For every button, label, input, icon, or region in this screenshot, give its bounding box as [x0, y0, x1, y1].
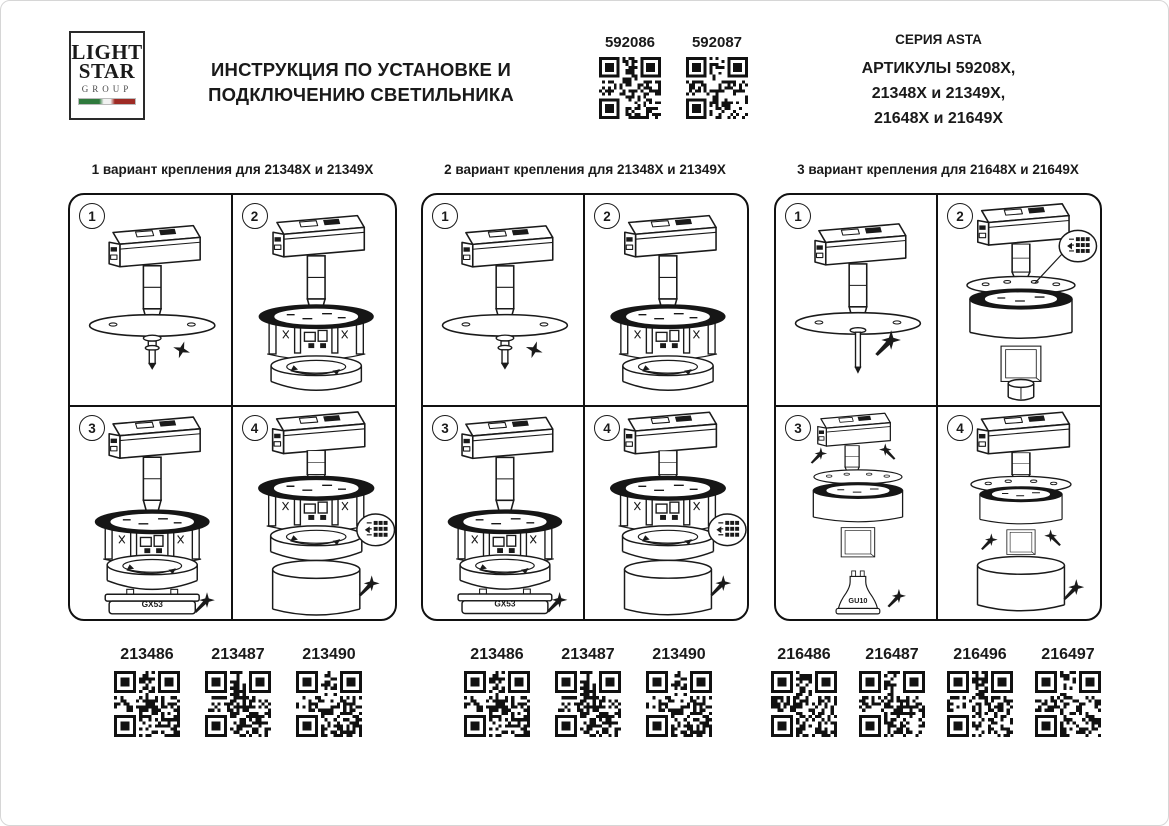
trim-ring-icon	[460, 555, 550, 589]
stem-icon	[496, 266, 514, 320]
step-number-badge: 3	[432, 415, 458, 441]
italian-flag-bar	[78, 98, 136, 105]
lamp-label: GX53	[494, 598, 516, 609]
qr-block-216487	[859, 646, 925, 742]
track-adapter-icon	[815, 224, 906, 265]
track-adapter-icon	[273, 216, 364, 257]
lamp-holder-icon	[1008, 379, 1034, 400]
qr-block-592087	[685, 34, 749, 124]
panel-variant-3	[774, 193, 1102, 621]
trim-ring-icon	[270, 526, 361, 561]
step-number-badge: 1	[785, 203, 811, 229]
logo-light: LIGHT	[71, 40, 143, 64]
screw-sparkle-icon	[1063, 579, 1084, 600]
gimbal-frame-icon	[841, 528, 874, 557]
mounting-plate-icon	[814, 470, 902, 484]
step-cell	[423, 407, 585, 619]
step-number-badge: 4	[242, 415, 268, 441]
qr-label: 216487	[865, 646, 919, 663]
stem-icon	[496, 457, 514, 511]
screw-sparkle-icon	[888, 589, 906, 607]
cylinder-shade-icon	[978, 556, 1065, 610]
connector-badge-icon	[708, 514, 746, 546]
trim-ring-icon	[623, 356, 713, 390]
screw-icon	[496, 335, 514, 368]
qr-code	[1035, 671, 1101, 737]
lightstar-logo	[69, 31, 145, 120]
step-cell	[776, 407, 938, 619]
qr-label: 213490	[652, 646, 706, 663]
step-number-badge: 1	[432, 203, 458, 229]
qr-group-variant-1	[114, 646, 362, 742]
qr-block-213490	[296, 646, 362, 742]
qr-group-variant-2	[464, 646, 712, 742]
step-cell	[585, 407, 747, 619]
stem-icon	[307, 256, 325, 310]
track-adapter-icon	[978, 204, 1069, 245]
qr-code	[947, 671, 1013, 737]
qr-label: 213486	[470, 646, 524, 663]
step-cell	[70, 195, 233, 407]
screw-sparkle-icon	[1044, 529, 1061, 546]
screw-sparkle-icon	[358, 575, 379, 596]
qr-code	[555, 671, 621, 737]
section-title-variant-1: 1 вариант крепления для 21348X и 21349X	[91, 162, 374, 177]
qr-label: 213487	[211, 646, 265, 663]
drum-body-icon	[970, 289, 1072, 338]
series-name: СЕРИЯ ASTA	[895, 32, 982, 47]
trim-ring-icon	[107, 555, 197, 589]
qr-code	[205, 671, 271, 737]
qr-code	[771, 671, 837, 737]
articles-line1: АРТИКУЛЫ 59208X,	[861, 60, 1016, 77]
track-adapter-icon	[462, 417, 553, 458]
page-title-line2: ПОДКЛЮЧЕНИЮ СВЕТИЛЬНИКА	[208, 84, 514, 105]
step-cell	[776, 195, 938, 407]
trim-ring-icon	[271, 356, 361, 390]
mounting-plate-icon	[443, 315, 568, 336]
gimbal-frame-icon	[1001, 346, 1041, 381]
track-adapter-icon	[272, 412, 364, 454]
track-adapter-icon	[109, 417, 200, 458]
qr-label: 216497	[1041, 646, 1095, 663]
track-adapter-icon	[818, 413, 891, 446]
track-adapter-icon	[109, 226, 200, 267]
section-title-variant-3: 3 вариант крепления для 21648X и 21649X	[797, 162, 1079, 177]
gu10-lamp-icon	[836, 571, 880, 614]
screw-sparkle-icon	[981, 533, 998, 550]
qr-label: 216496	[953, 646, 1007, 663]
qr-block-213487	[555, 646, 621, 742]
phillips-screw-icon	[170, 339, 192, 361]
qr-code	[464, 671, 530, 737]
page-title-line1: ИНСТРУКЦИЯ ПО УСТАНОВКЕ И	[211, 59, 511, 80]
qr-block-213486	[114, 646, 180, 742]
step-number-badge: 2	[242, 203, 268, 229]
ring-assembly-icon	[611, 305, 725, 360]
section-title-variant-2: 2 вариант крепления для 21348X и 21349X	[444, 162, 726, 177]
articles-line2: 21348X и 21349X,	[871, 85, 1006, 102]
qr-code	[646, 671, 712, 737]
qr-block-592086	[598, 34, 662, 124]
qr-code	[296, 671, 362, 737]
step-number-badge: 1	[79, 203, 105, 229]
series-info	[796, 32, 1081, 131]
panel-variant-1	[68, 193, 397, 621]
stem-icon	[143, 457, 161, 511]
stem-icon	[659, 256, 677, 310]
ring-assembly-icon	[258, 476, 373, 531]
step-number-badge: 2	[947, 203, 973, 229]
screw-icon	[143, 335, 161, 368]
trim-ring-icon	[623, 526, 714, 561]
qr-block-213486	[464, 646, 530, 742]
qr-block-216497	[1035, 646, 1101, 742]
qr-group-variant-3	[771, 646, 1101, 742]
stem-icon	[143, 266, 161, 320]
step-cell	[585, 195, 747, 407]
lamp-label: GX53	[141, 598, 163, 609]
screw-sparkle-icon	[811, 447, 827, 463]
page-title	[151, 57, 571, 107]
lamp-label: GU10	[848, 595, 868, 605]
cylinder-shade-icon	[625, 560, 712, 614]
qr-block-213487	[205, 646, 271, 742]
qr-code	[599, 57, 661, 119]
panel-variant-2	[421, 193, 749, 621]
qr-label: 213486	[120, 646, 174, 663]
qr-label: 213487	[561, 646, 615, 663]
step-number-badge: 3	[785, 415, 811, 441]
track-adapter-icon	[462, 226, 553, 267]
drum-body-icon	[813, 483, 902, 522]
step-number-badge: 3	[79, 415, 105, 441]
track-adapter-icon	[625, 216, 716, 257]
connector-badge-icon	[356, 514, 394, 546]
stem-icon	[849, 264, 867, 318]
qr-code	[859, 671, 925, 737]
qr-code	[686, 57, 748, 119]
phillips-screw-icon	[523, 339, 545, 361]
track-adapter-icon	[978, 412, 1070, 453]
qr-label: 592086	[604, 34, 656, 51]
qr-block-216486	[771, 646, 837, 742]
stem-icon	[845, 446, 859, 473]
track-adapter-icon	[625, 412, 717, 453]
step-cell	[70, 407, 233, 619]
qr-label: 216486	[777, 646, 831, 663]
step-cell	[423, 195, 585, 407]
connector-badge-icon	[1059, 230, 1096, 261]
logo-star: STAR	[78, 59, 136, 83]
logo-group: GROUP	[81, 84, 133, 94]
articles-line3: 21648X и 21649X	[873, 110, 1004, 127]
screw-sparkle-icon	[879, 443, 895, 459]
step-number-badge: 4	[594, 415, 620, 441]
screw-sparkle-icon	[710, 575, 731, 596]
step-cell	[938, 407, 1100, 619]
qr-block-216496	[947, 646, 1013, 742]
step-number-badge: 2	[594, 203, 620, 229]
qr-code	[114, 671, 180, 737]
gimbal-frame-icon	[1007, 530, 1035, 555]
step-cell	[938, 195, 1100, 407]
step-cell	[233, 195, 396, 407]
ring-assembly-icon	[611, 476, 726, 531]
qr-label: 592087	[691, 34, 743, 51]
stem-icon	[1012, 244, 1030, 279]
step-cell	[233, 407, 396, 619]
drum-body-icon	[980, 487, 1062, 524]
step-number-badge: 4	[947, 415, 973, 441]
qr-label: 213490	[302, 646, 356, 663]
mounting-plate-icon	[90, 315, 215, 337]
qr-block-213490	[646, 646, 712, 742]
cylinder-shade-icon	[272, 561, 359, 615]
ring-assembly-icon	[259, 305, 373, 360]
